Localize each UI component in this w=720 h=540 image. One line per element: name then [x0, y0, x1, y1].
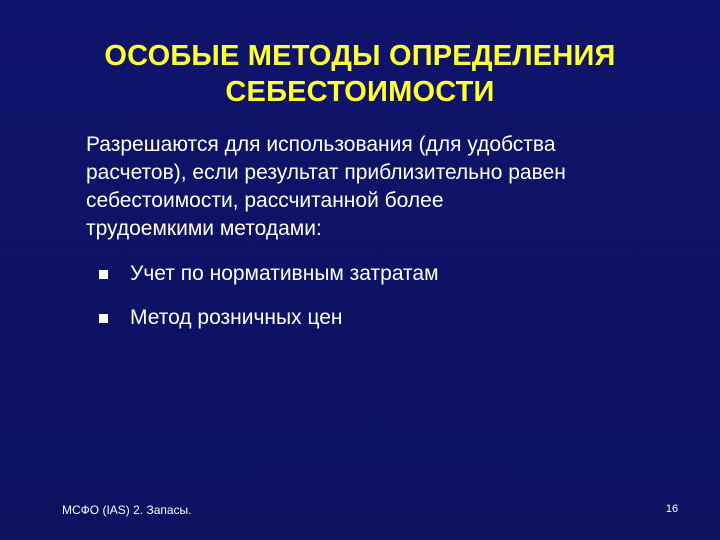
square-bullet-icon [99, 270, 108, 279]
title-line-2: СЕБЕСТОИМОСТИ [225, 76, 495, 108]
title-line-1: ОСОБЫЕ МЕТОДЫ ОПРЕДЕЛЕНИЯ [104, 40, 616, 72]
square-bullet-icon [99, 314, 108, 323]
bullet-item-retail-method [96, 304, 676, 348]
intro-line-1: Разрешаются для использования (для удобства [86, 133, 556, 156]
page-number: 16 [665, 503, 679, 515]
intro-line-3: себестоимости, рассчитанной более [86, 189, 444, 212]
bullet-list [96, 260, 676, 348]
intro-paragraph [86, 131, 666, 243]
slide-title [40, 38, 680, 110]
footer-text: МСФО (IAS) 2. Запасы. [62, 503, 192, 517]
intro-line-2: расчетов), если результат приблизительно равен [86, 161, 566, 184]
intro-line-4: трудоемкими методами: [86, 217, 322, 240]
bullet-text: Учет по нормативным затратам [130, 262, 439, 285]
bullet-text: Метод розничных цен [130, 306, 343, 329]
bullet-item-standard-cost [96, 260, 676, 304]
